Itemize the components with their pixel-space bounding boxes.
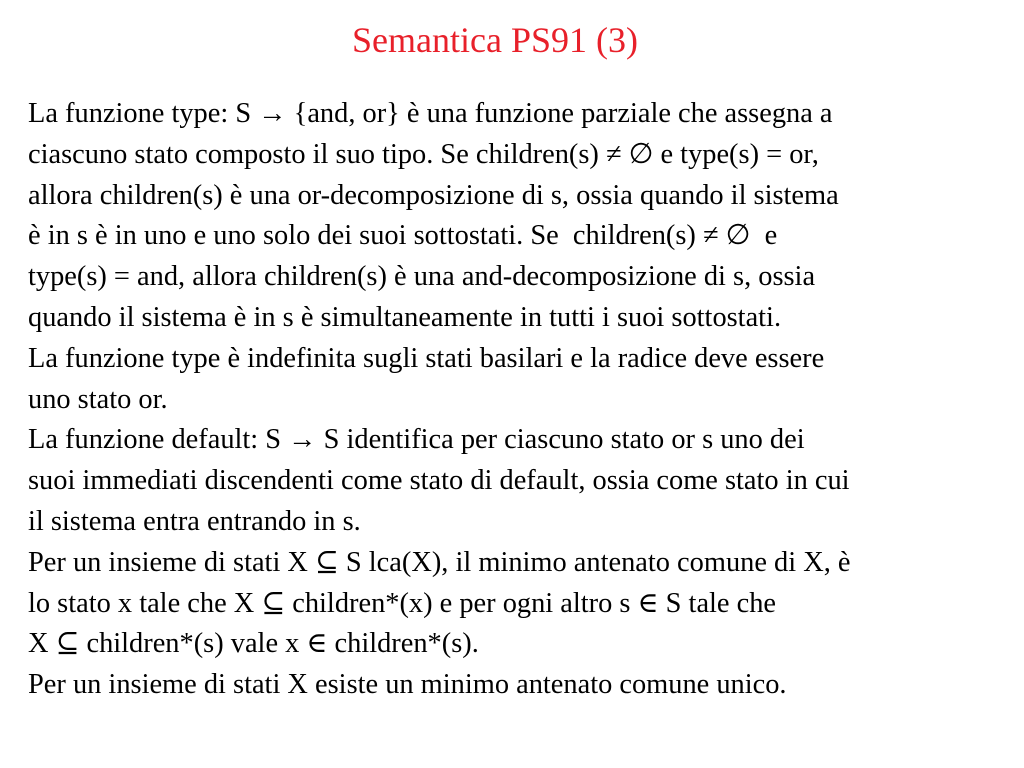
body-line: suoi immediati discendenti come stato di default, ossia come stato in cui	[28, 465, 850, 497]
body-line: ciascuno stato composto il suo tipo. Se children(s) ≠ ∅ e type(s) = or,	[28, 138, 819, 170]
body-line: La funzione default: S → S identifica per ciascuno stato or s uno dei	[28, 424, 805, 456]
body-line: X ⊆ children*(s) vale x ∈ children*(s).	[28, 628, 479, 660]
slide-body	[28, 94, 1018, 706]
body-line: La funzione type è indefinita sugli stati basilari e la radice deve essere	[28, 342, 825, 374]
body-line: allora children(s) è una or-decomposizione di s, ossia quando il sistema	[28, 179, 839, 211]
body-line: type(s) = and, allora children(s) è una and-decomposizione di s, ossia	[28, 261, 816, 293]
body-line: il sistema entra entrando in s.	[28, 505, 361, 537]
body-line: Per un insieme di stati X ⊆ S lca(X), il minimo antenato comune di X, è	[28, 546, 851, 578]
body-line: quando il sistema è in s è simultaneamente in tutti i suoi sottostati.	[28, 301, 782, 333]
body-line: Per un insieme di stati X esiste un minimo antenato comune unico.	[28, 669, 787, 701]
body-line: uno stato or.	[28, 383, 168, 415]
slide-title: Semantica PS91 (3)	[352, 20, 638, 60]
body-line: La funzione type: S → {and, or} è una funzione parziale che assegna a	[28, 98, 833, 129]
body-line: è in s è in uno e uno solo dei suoi sottostati. Se children(s) ≠ ∅ e	[28, 220, 778, 252]
body-line: lo stato x tale che X ⊆ children*(x) e per ogni altro s ∈ S tale che	[28, 587, 777, 619]
